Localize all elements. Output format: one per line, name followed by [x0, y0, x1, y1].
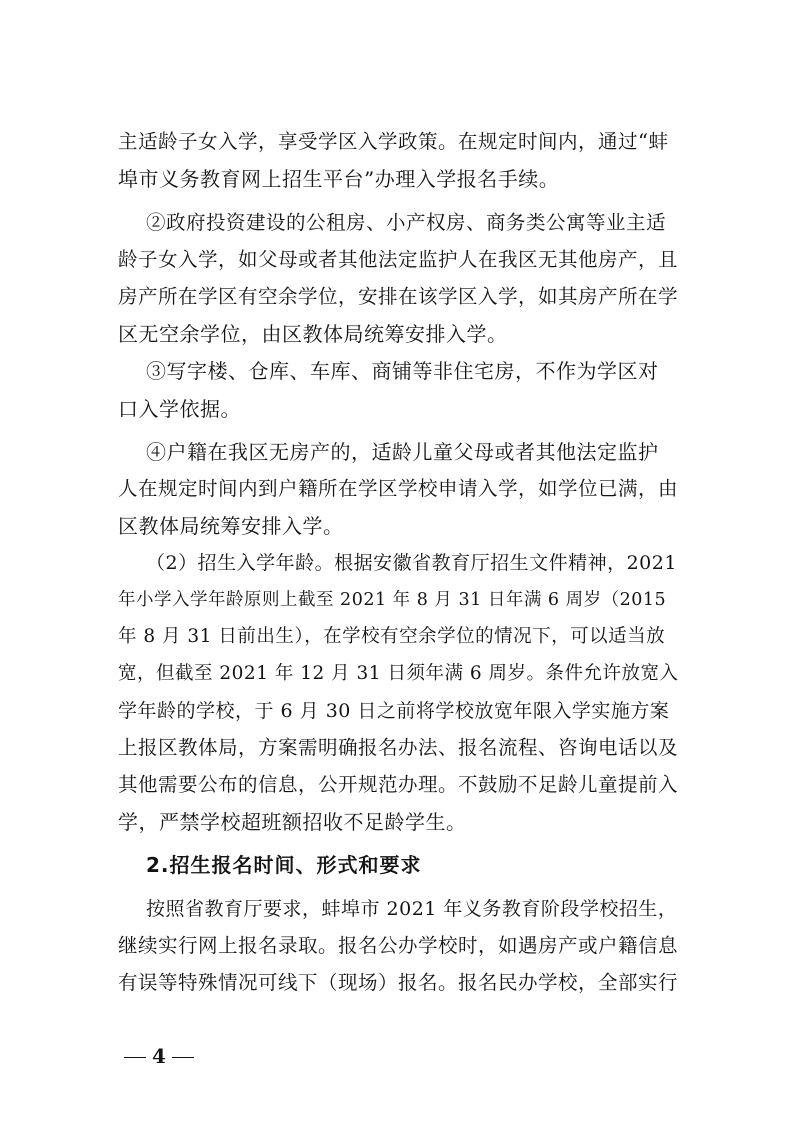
text-line: 宽，但截至 2021 年 12 月 31 日须年满 6 周岁。条件允许放宽入: [118, 663, 679, 684]
text-line: 上报区教体局，方案需明确报名办法、报名流程、咨询电话以及: [118, 736, 679, 759]
text-line: 学，严禁学校超班额招收不足龄学生。: [118, 810, 467, 834]
text-line: 口入学依据。: [118, 397, 241, 421]
text-line: 其他需要公布的信息，公开规范办理。不鼓励不足龄儿童提前入: [118, 773, 679, 796]
page-number: 4: [152, 1044, 166, 1068]
text-line: 区无空余学位，由区教体局统筹安排入学。: [118, 322, 508, 346]
text-line: 埠市义务教育网上招生平台”办理入学报名手续。: [118, 167, 560, 191]
text-line: ③写字楼、仓库、车库、商铺等非住宅房，不作为学区对: [146, 359, 659, 383]
footer-dash-right: [172, 1057, 194, 1058]
text-line: 继续实行网上报名录取。报名公办学校时，如遇房产或户籍信息: [118, 934, 679, 957]
text-line: 有误等特殊情况可线下（现场）报名。报名民办学校，全部实行: [118, 971, 679, 994]
text-line: 按照省教育厅要求，蚌埠市 2021 年义务教育阶段学校招生，: [146, 898, 678, 920]
section-heading: 2.招生报名时间、形式和要求: [146, 853, 422, 877]
text-line: 房产所在学区有空余学位，安排在该学区入学，如其房产所在学: [118, 285, 679, 308]
text-line: （2）招生入学年龄。根据安徽省教育厅招生文件精神，2021: [146, 552, 677, 574]
footer-dash-left: [124, 1057, 146, 1058]
text-line: 人在规定时间内到户籍所在学区学校申请入学，如学位已满，由: [118, 477, 679, 500]
text-line: 龄子女入学，如父母或者其他法定监护人在我区无其他房产，且: [118, 248, 679, 271]
text-line: 年小学入学年龄原则上截至 2021 年 8 月 31 日年满 6 周岁（2015: [118, 590, 667, 610]
text-line: 主适龄子女入学，享受学区入学政策。在规定时间内，通过“蚌: [118, 130, 669, 153]
text-line: 学年龄的学校，于 6 月 30 日之前将学校放宽年限入学实施方案: [118, 700, 670, 722]
page-footer: [118, 1044, 200, 1068]
text-line: 区教体局统筹安排入学。: [118, 514, 344, 538]
text-line: ④户籍在我区无房产的，适龄儿童父母或者其他法定监护: [146, 440, 659, 464]
text-line: ②政府投资建设的公租房、小产权房、商务类公寓等业主适: [146, 211, 667, 234]
text-line: 年 8 月 31 日前出生），在学校有空余学位的情况下，可以适当放: [118, 626, 666, 647]
